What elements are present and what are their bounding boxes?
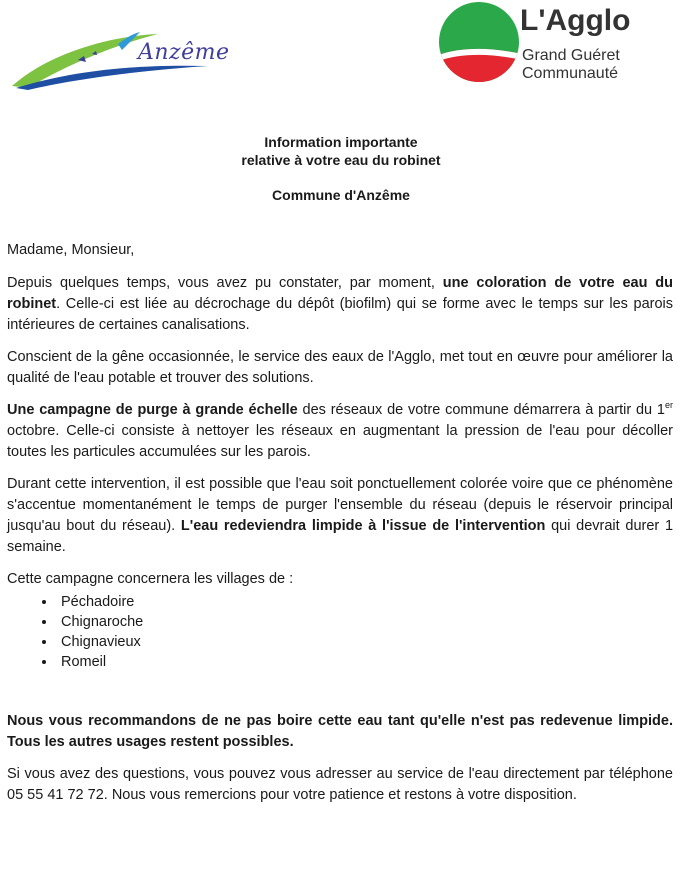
agglo-subtitle-line2: Communauté (522, 65, 619, 82)
p3-text-end: octobre. Celle-ci consiste à nettoyer les réseaux en augmentant la pression de l'eau pour décoller toutes les particules accumulées sur les parois. (7, 423, 673, 460)
agglo-emblem-icon (436, 2, 522, 84)
p4-bold: L'eau redeviendra limpide à l'issue de l'intervention (180, 518, 546, 534)
agglo-logo (436, 2, 676, 86)
p1-bold: une coloration de votre eau du robinet (7, 275, 673, 312)
greeting: Madame, Monsieur, (7, 242, 135, 258)
villages-list (7, 592, 673, 672)
warning-paragraph: Nous vous recommandons de ne pas boire cette eau tant qu'elle n'est pas redevenue limpide. Tous les autres usages restent possibles. (7, 713, 673, 750)
list-item: • Chignaroche (57, 612, 673, 632)
commune-title: Commune d'Anzême (272, 187, 410, 203)
anzeme-logo (8, 14, 240, 92)
paragraph-campaign (7, 400, 673, 463)
anzeme-logo-text: Anzême (138, 40, 230, 65)
p4-text-end: qui devrait durer 1 semaine. (7, 518, 674, 555)
closing-paragraph: Si vous avez des questions, vous pouvez vous adresser au service de l'eau directement par téléphone 05 55 41 72 72. Nous vous remercions pour votre patience et restons à votre disposition. (7, 766, 673, 803)
title-line1: Information importante (264, 134, 418, 150)
list-item: • Chignavieux (57, 632, 673, 652)
p4-text: Durant cette intervention, il est possible que l'eau soit ponctuellement colorée voire que ce phénomène s'accentue momentanément le temps de purger l'ensemble du réseau (depuis le réservoir principal jusqu'au bout du réseau). (7, 476, 673, 534)
p1-text: Depuis quelques temps, vous avez pu constater, par moment, (7, 275, 443, 291)
title-line2: relative à votre eau du robinet (241, 152, 441, 168)
agglo-subtitle-line1: Grand Guéret (522, 47, 620, 64)
paragraph-intervention (7, 474, 673, 558)
p3-superscript: er (664, 400, 673, 411)
letter-body (7, 240, 673, 817)
paragraph-service: Conscient de la gêne occasionnée, le service des eaux de l'Agglo, met tout en œuvre pour améliorer la qualité de l'eau potable et trouver des solutions. (7, 349, 673, 386)
paragraph-coloration (7, 273, 673, 336)
p3-text: des réseaux de votre commune démarrera à partir du 1 (297, 402, 665, 418)
villages-intro: Cette campagne concernera les villages de : (7, 571, 294, 587)
p3-bold: Une campagne de purge à grande échelle (7, 402, 298, 418)
agglo-brand: L'Agglo (520, 4, 631, 37)
list-item: • Romeil (57, 652, 673, 672)
p1-text-end: . Celle-ci est liée au décrochage du dépôt (biofilm) qui se forme avec le temps sur les parois intérieures de certaines canalisations. (7, 296, 673, 333)
list-item: • Péchadoire (57, 592, 673, 612)
